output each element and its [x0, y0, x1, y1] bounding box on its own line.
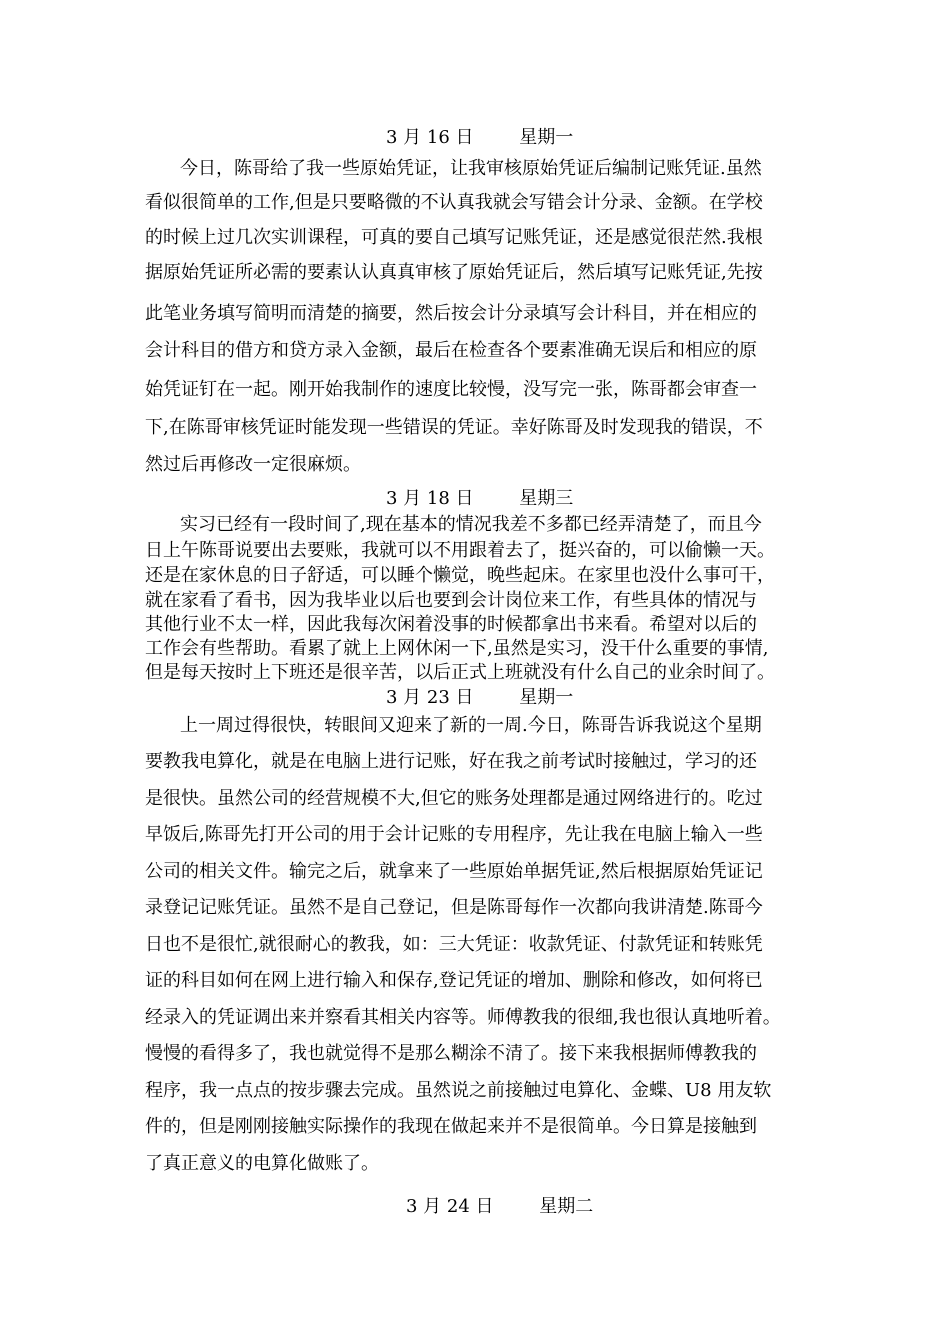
paragraph-line: 今日，陈哥给了我一些原始凭证，让我审核原始凭证后编制记账凭证.虽然 — [180, 158, 762, 179]
paragraph-line: 看似很简单的工作,但是只要略微的不认真我就会写错会计分录、金额。在学校 — [145, 192, 763, 213]
paragraph-line: 早饭后,陈哥先打开公司的用于会计记账的专用程序，先让我在电脑上输入一些 — [145, 824, 763, 845]
paragraph-line: 下,在陈哥审核凭证时能发现一些错误的凭证。幸好陈哥及时发现我的错误，不 — [145, 417, 763, 438]
paragraph-line: 就在家看了看书，因为我毕业以后也要到会计岗位来工作，有些具体的情况与 — [145, 590, 757, 611]
paragraph-line: 还是在家休息的日子舒适，可以睡个懒觉，晚些起床。在家里也没什么事可干， — [145, 565, 775, 586]
paragraph-line: 的时候上过几次实训课程，可真的要自己填写记账凭证，还是感觉很茫然.我根 — [145, 227, 763, 248]
paragraph-line: 其他行业不太一样，因此我每次闲着没事的时候都拿出书来看。希望对以后的 — [145, 614, 757, 635]
paragraph-line: 录登记记账凭证。虽然不是自己登记，但是陈哥每作一次都向我讲清楚.陈哥今 — [145, 897, 763, 918]
paragraph-line: 了真正意义的电算化做账了。 — [145, 1153, 379, 1174]
paragraph-line: 此笔业务填写简明而清楚的摘要，然后按会计分录填写会计科目，并在相应的 — [145, 303, 757, 324]
paragraph-line: 是很快。虽然公司的经营规模不大,但它的账务处理都是通过网络进行的。吃过 — [145, 788, 763, 809]
entry-heading: 3 月 24 日 星期二 — [406, 1196, 594, 1217]
paragraph-line: 会计科目的借方和贷方录入金额，最后在检查各个要素准确无误后和相应的原 — [145, 340, 757, 361]
paragraph-line: 然过后再修改一定很麻烦。 — [145, 454, 361, 475]
entry-heading: 3 月 16 日 星期一 — [386, 127, 574, 148]
paragraph-line: 日也不是很忙,就很耐心的教我，如：三大凭证：收款凭证、付款凭证和转账凭 — [145, 934, 763, 955]
paragraph-line: 据原始凭证所必需的要素认认真真审核了原始凭证后，然后填写记账凭证,先按 — [145, 262, 763, 283]
paragraph-line: 但是每天按时上下班还是很辛苦，以后正式上班就没有什么自己的业余时间了。 — [145, 662, 775, 683]
paragraph-line: 慢慢的看得多了，我也就觉得不是那么糊涂不清了。接下来我根据师傅教我的 — [145, 1043, 757, 1064]
paragraph-line: 实习已经有一段时间了,现在基本的情况我差不多都已经弄清楚了，而且今 — [180, 514, 762, 535]
paragraph-line: 日上午陈哥说要出去要账，我就可以不用跟着去了，挺兴奋的，可以偷懒一天。 — [145, 540, 775, 561]
paragraph-line: 公司的相关文件。输完之后，就拿来了一些原始单据凭证,然后根据原始凭证记 — [145, 861, 763, 882]
paragraph-line: 证的科目如何在网上进行输入和保存,登记凭证的增加、删除和修改，如何将已 — [145, 970, 763, 991]
entry-heading: 3 月 23 日 星期一 — [386, 687, 574, 708]
paragraph-line: 经录入的凭证调出来并察看其相关内容等。师傅教我的很细,我也很认真地听着。 — [145, 1007, 781, 1028]
paragraph-line: 件的，但是刚刚接触实际操作的我现在做起来并不是很简单。今日算是接触到 — [145, 1116, 757, 1137]
paragraph-line: 工作会有些帮助。看累了就上上网休闲一下,虽然是实习，没干什么重要的事情, — [145, 638, 769, 659]
entry-heading: 3 月 18 日 星期三 — [386, 488, 574, 509]
paragraph-line: 程序，我一点点的按步骤去完成。虽然说之前接触过电算化、金蝶、U8 用友软 — [145, 1080, 772, 1101]
paragraph-line: 要教我电算化，就是在电脑上进行记账，好在我之前考试时接触过，学习的还 — [145, 751, 757, 772]
paragraph-line: 始凭证钉在一起。刚开始我制作的速度比较慢，没写完一张，陈哥都会审查一 — [145, 379, 757, 400]
paragraph-line: 上一周过得很快，转眼间又迎来了新的一周.今日，陈哥告诉我说这个星期 — [180, 715, 762, 736]
